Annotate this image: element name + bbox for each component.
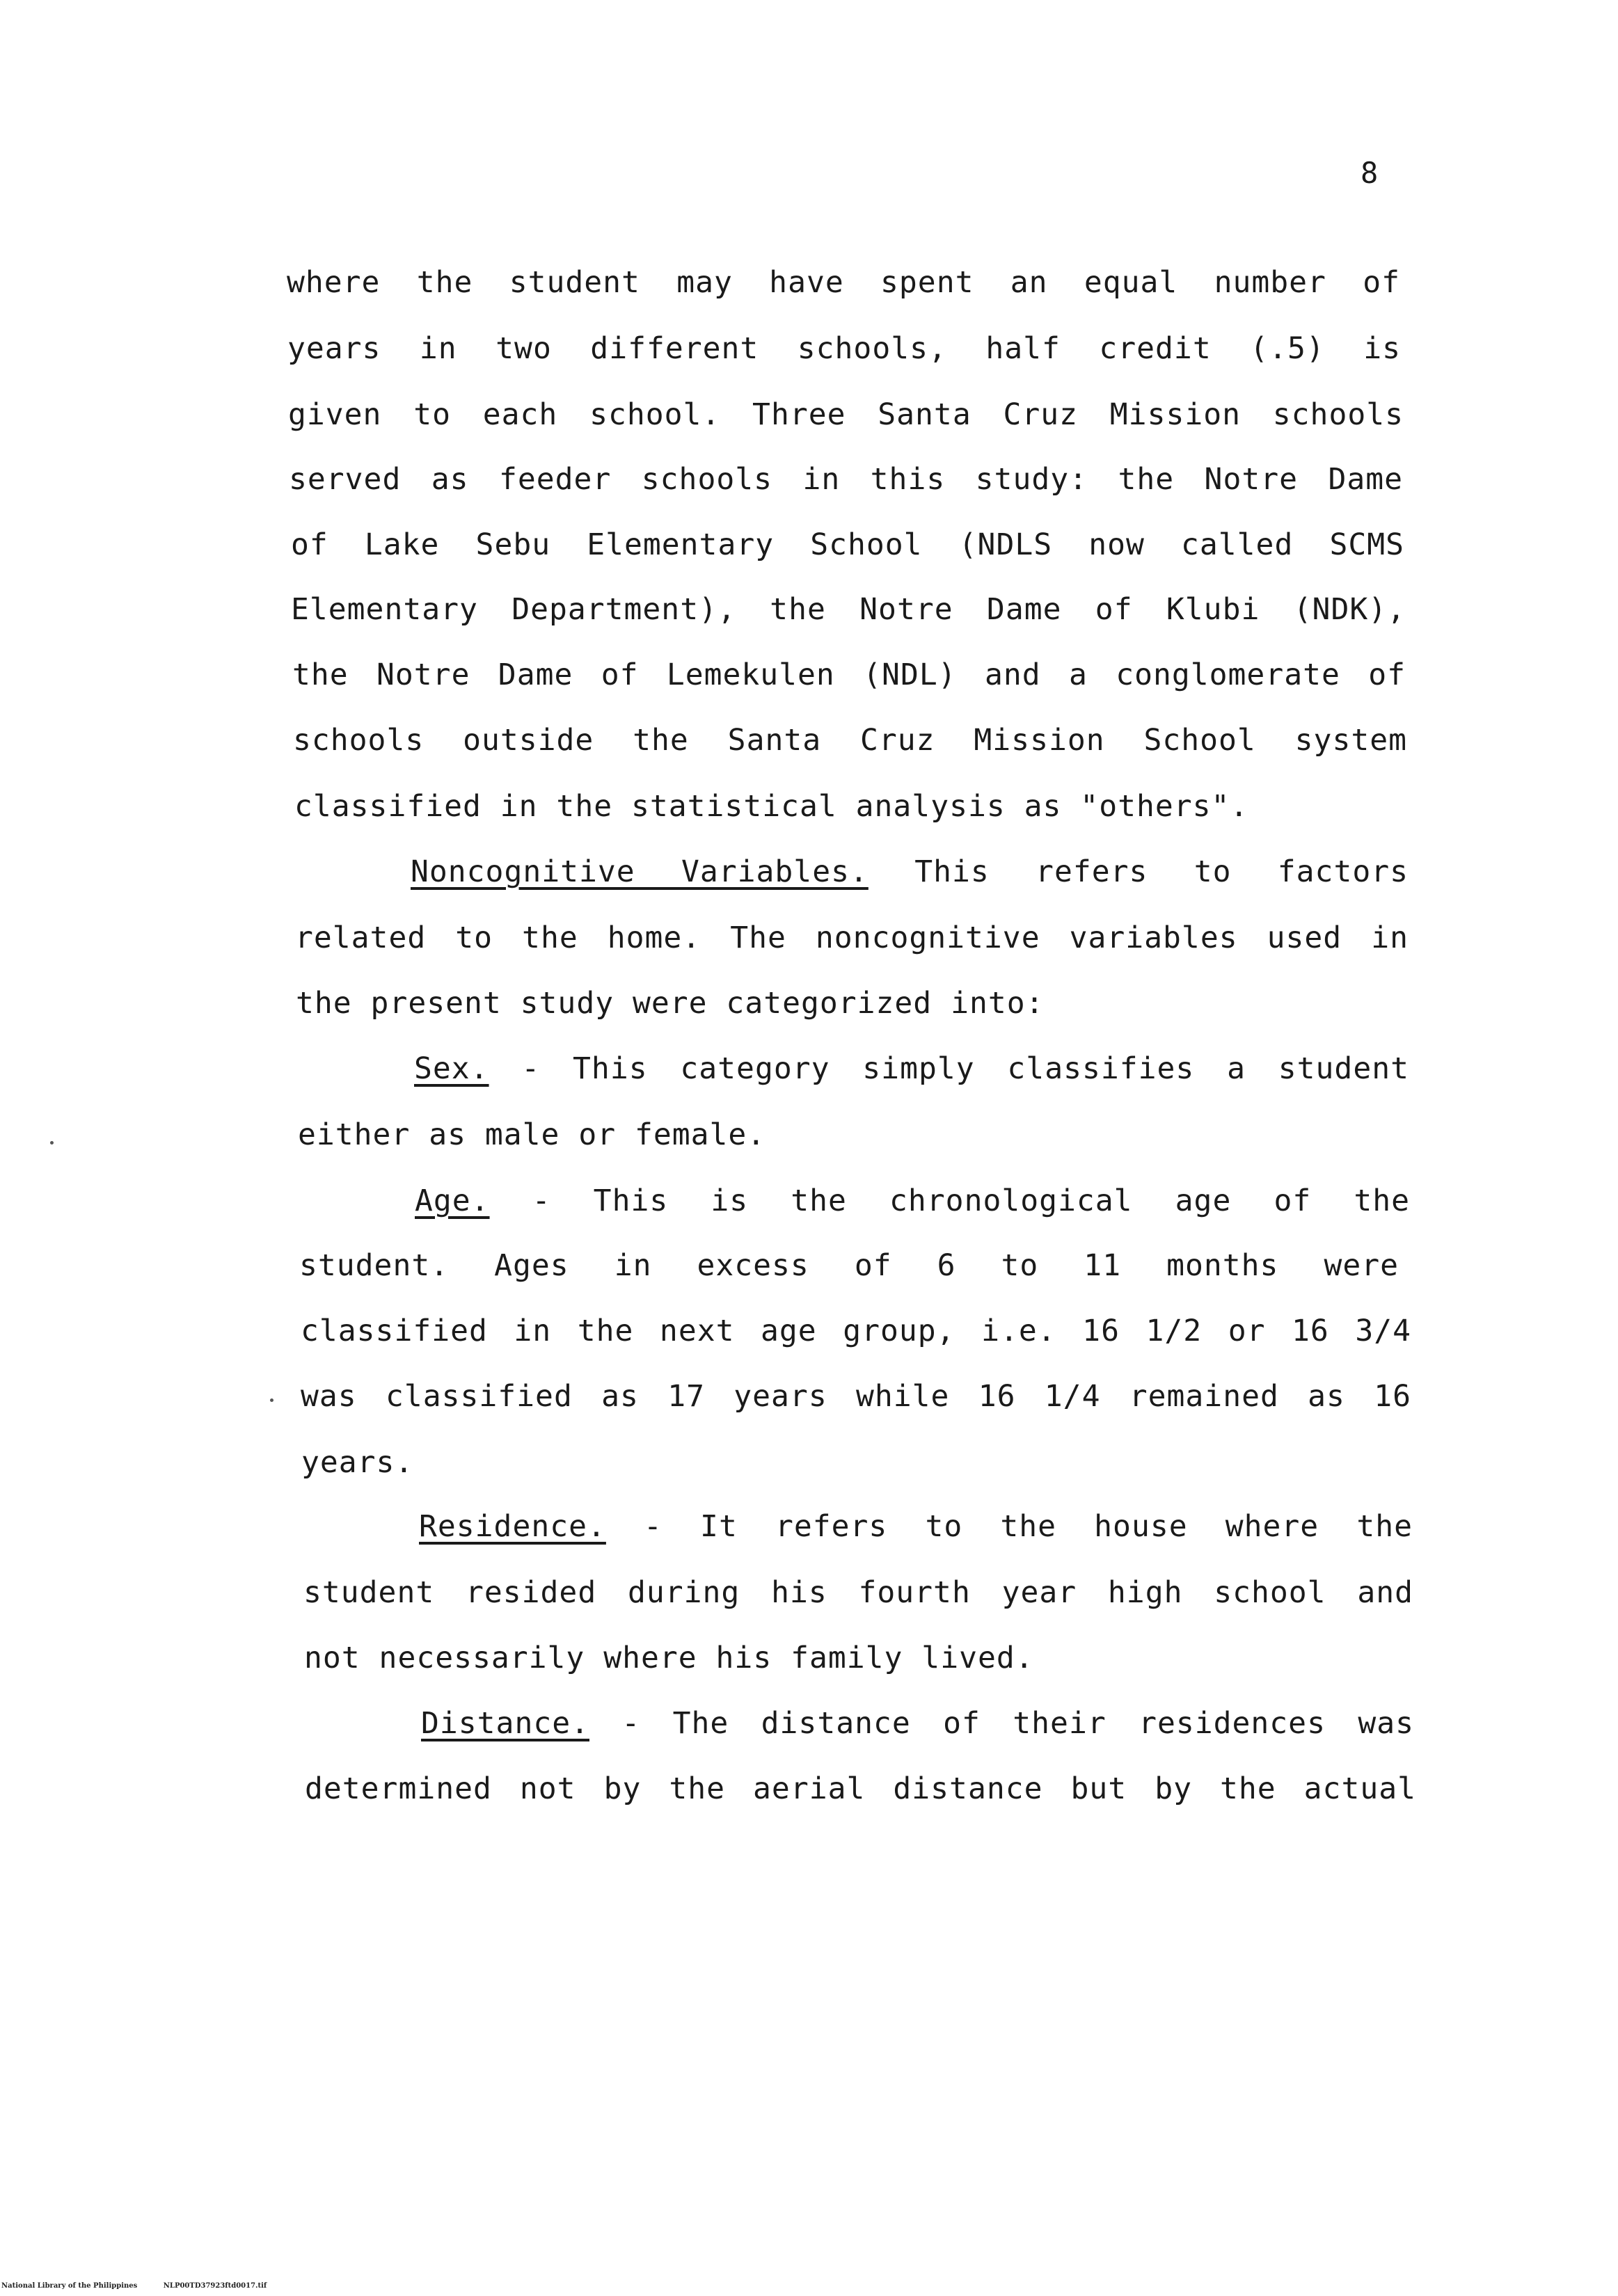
text-line: not necessarily where his family lived. xyxy=(304,1641,1034,1675)
text-line: where the student may have spent an equal number of xyxy=(287,265,1400,300)
section-heading: Residence. xyxy=(419,1509,606,1544)
text-run: - This is the chronological age of the xyxy=(532,1183,1410,1218)
scan-speck xyxy=(270,1398,273,1402)
text-line: served as feeder schools in this study: the Notre Dame xyxy=(289,462,1403,497)
text-line: Elementary Department), the Notre Dame of Klubi (NDK), xyxy=(291,592,1406,627)
scan-speck xyxy=(50,1141,54,1145)
section-heading: Sex. xyxy=(414,1051,489,1086)
text-line: the Notre Dame of Lemekulen (NDL) and a conglomerate of xyxy=(292,657,1406,692)
text-line xyxy=(414,1051,1409,1086)
text-run: - The distance of their residences was xyxy=(621,1706,1414,1741)
text-line: student resided during his fourth year high school and xyxy=(303,1575,1413,1610)
text-line: years in two different schools, half credit (.5) is xyxy=(287,331,1401,366)
text-run: - This category simply classifies a student xyxy=(521,1051,1409,1086)
text-line: of Lake Sebu Elementary School (NDLS now called SCMS xyxy=(291,527,1404,562)
text-line: years. xyxy=(301,1445,414,1480)
text-line xyxy=(411,854,1409,889)
text-run: This refers to factors xyxy=(914,854,1409,889)
text-line: student. Ages in excess of 6 to 11 months were xyxy=(299,1248,1399,1283)
text-line xyxy=(419,1509,1413,1544)
section-heading: Noncognitive Variables. xyxy=(411,854,869,889)
section-heading: Age. xyxy=(415,1183,490,1218)
text-line: the present study were categorized into: xyxy=(296,986,1045,1021)
text-run: - It refers to the house where the xyxy=(644,1509,1413,1544)
text-line: schools outside the Santa Cruz Mission School system xyxy=(293,723,1407,758)
text-line: classified in the next age group, i.e. 16 1/2 or 16 3/4 xyxy=(301,1314,1411,1348)
footer-file: NLP00TD37923ftd0017.tif xyxy=(163,2282,267,2290)
text-line xyxy=(421,1706,1414,1741)
text-line: given to each school. Three Santa Cruz Mission schools xyxy=(288,397,1404,432)
section-heading: Distance. xyxy=(421,1706,589,1741)
text-line: determined not by the aerial distance but by the actual xyxy=(305,1771,1416,1806)
text-line: classified in the statistical analysis as "others". xyxy=(294,789,1249,824)
text-line: was classified as 17 years while 16 1/4 remained as 16 xyxy=(301,1379,1411,1414)
footer-library: National Library of the Philippines xyxy=(1,2282,138,2290)
scan-footer xyxy=(1,2283,290,2290)
text-line: either as male or female. xyxy=(298,1117,766,1152)
text-line xyxy=(415,1183,1410,1218)
page-number: 8 xyxy=(1361,156,1379,190)
text-line: related to the home. The noncognitive variables used in xyxy=(295,920,1409,955)
